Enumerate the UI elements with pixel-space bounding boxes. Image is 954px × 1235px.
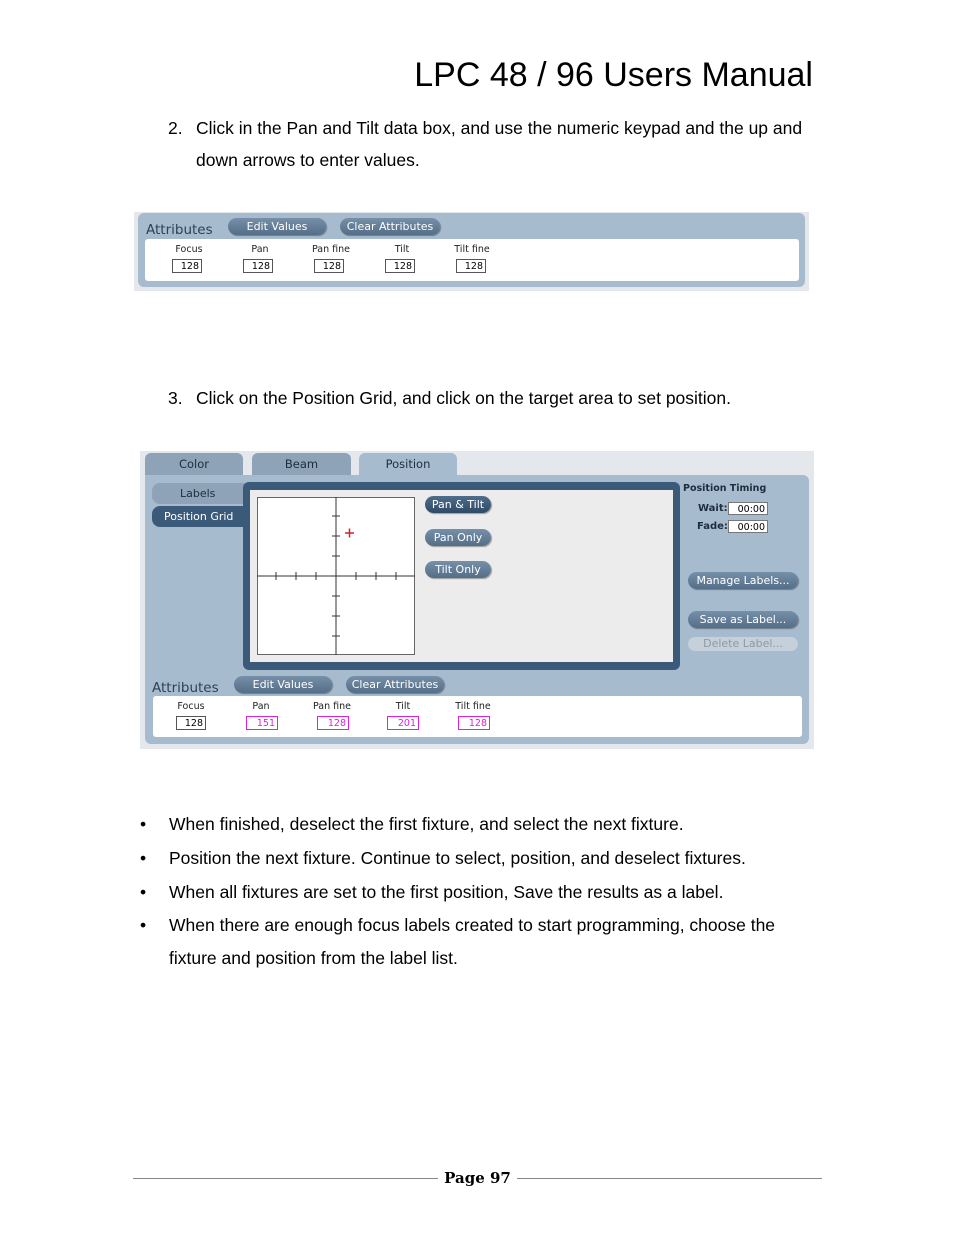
tab-position[interactable]: Position bbox=[359, 453, 457, 477]
pan-field[interactable]: 151 bbox=[246, 716, 278, 730]
pan-only-button[interactable]: Pan Only bbox=[425, 529, 491, 546]
bullet-text: When there are enough focus labels created to start programming, choose the fixture and position from the label list. bbox=[169, 915, 776, 968]
edit-values-button[interactable]: Edit Values bbox=[228, 218, 326, 235]
position-grid[interactable] bbox=[257, 497, 415, 655]
pan-fine-label: Pan fine bbox=[311, 244, 350, 255]
pan-fine-field[interactable]: 128 bbox=[317, 716, 349, 730]
fade-field[interactable]: 00:00 bbox=[728, 520, 768, 533]
pan-label: Pan bbox=[251, 244, 269, 255]
focus-field[interactable]: 128 bbox=[172, 259, 202, 273]
pan-label: Pan bbox=[252, 701, 270, 712]
tilt-fine-label: Tilt fine bbox=[454, 244, 490, 255]
tilt-field[interactable]: 128 bbox=[385, 259, 415, 273]
grid-frame bbox=[243, 482, 680, 670]
tilt-label: Tilt bbox=[395, 701, 411, 712]
bullet-item: • Position the next fixture. Continue to select, position, and deselect fixtures. bbox=[140, 842, 820, 875]
tilt-fine-field[interactable]: 128 bbox=[458, 716, 490, 730]
bullet-text: Position the next fixture. Continue to select, position, and deselect fixtures. bbox=[169, 848, 746, 868]
bullet-item: • When finished, deselect the first fixture, and select the next fixture. bbox=[140, 808, 820, 841]
attribute-fields-area bbox=[145, 239, 799, 281]
attributes-screenshot bbox=[134, 212, 809, 291]
step-number: 3. bbox=[168, 388, 183, 408]
tilt-fine-label: Tilt fine bbox=[455, 701, 491, 712]
focus-label: Focus bbox=[177, 701, 205, 712]
document-title: LPC 48 / 96 Users Manual bbox=[414, 56, 813, 94]
step-text: Click on the Position Grid, and click on the target area to set position. bbox=[196, 388, 732, 408]
manage-labels-button[interactable]: Manage Labels... bbox=[688, 572, 798, 589]
position-screenshot bbox=[140, 451, 814, 749]
footer-rule-left bbox=[133, 1178, 438, 1179]
bullet-item: • When all fixtures are set to the first position, Save the results as a label. bbox=[140, 876, 820, 909]
attributes-title: Attributes bbox=[152, 680, 219, 696]
tab-color[interactable]: Color bbox=[145, 453, 243, 477]
position-panel bbox=[145, 475, 809, 744]
wait-label: Wait: bbox=[698, 503, 728, 514]
bullet-text: When finished, deselect the first fixture, and select the next fixture. bbox=[169, 814, 684, 834]
focus-field[interactable]: 128 bbox=[176, 716, 206, 730]
attributes-panel bbox=[138, 213, 805, 287]
grid-workspace bbox=[250, 490, 673, 662]
clear-attributes-button[interactable]: Clear Attributes bbox=[346, 676, 444, 693]
pan-tilt-button[interactable]: Pan & Tilt bbox=[425, 496, 491, 513]
save-as-label-button[interactable]: Save as Label... bbox=[688, 611, 798, 628]
tilt-fine-field[interactable]: 128 bbox=[456, 259, 486, 273]
step-number: 2. bbox=[168, 118, 183, 138]
tab-beam[interactable]: Beam bbox=[252, 453, 351, 477]
focus-label: Focus bbox=[175, 244, 203, 255]
pan-field[interactable]: 128 bbox=[243, 259, 273, 273]
tilt-only-button[interactable]: Tilt Only bbox=[425, 561, 491, 578]
side-item-labels[interactable]: Labels bbox=[152, 483, 248, 504]
attribute-fields-area bbox=[153, 696, 802, 737]
clear-attributes-button[interactable]: Clear Attributes bbox=[340, 218, 440, 235]
fade-label: Fade: bbox=[697, 521, 728, 532]
side-item-position-grid[interactable]: Position Grid bbox=[152, 506, 248, 527]
bullet-item: • When there are enough focus labels created to start programming, choose the fixture and position from the label list. bbox=[140, 909, 820, 975]
delete-label-button[interactable]: Delete Label... bbox=[688, 637, 798, 651]
page-number: Page 97 bbox=[444, 1169, 511, 1187]
step-text: Click in the Pan and Tilt data box, and use the numeric keypad and the up and down arrows to enter values. bbox=[196, 118, 803, 170]
step-2 bbox=[168, 112, 818, 176]
footer-rule-right bbox=[517, 1178, 822, 1179]
bullet-text: When all fixtures are set to the first position, Save the results as a label. bbox=[169, 882, 724, 902]
tilt-label: Tilt bbox=[394, 244, 410, 255]
wait-field[interactable]: 00:00 bbox=[728, 502, 768, 515]
attributes-title: Attributes bbox=[146, 222, 213, 238]
step-3 bbox=[168, 382, 818, 414]
pan-fine-label: Pan fine bbox=[312, 701, 351, 712]
tilt-field[interactable]: 201 bbox=[387, 716, 419, 730]
position-timing-title: Position Timing bbox=[683, 483, 767, 494]
edit-values-button[interactable]: Edit Values bbox=[234, 676, 332, 693]
pan-fine-field[interactable]: 128 bbox=[314, 259, 344, 273]
